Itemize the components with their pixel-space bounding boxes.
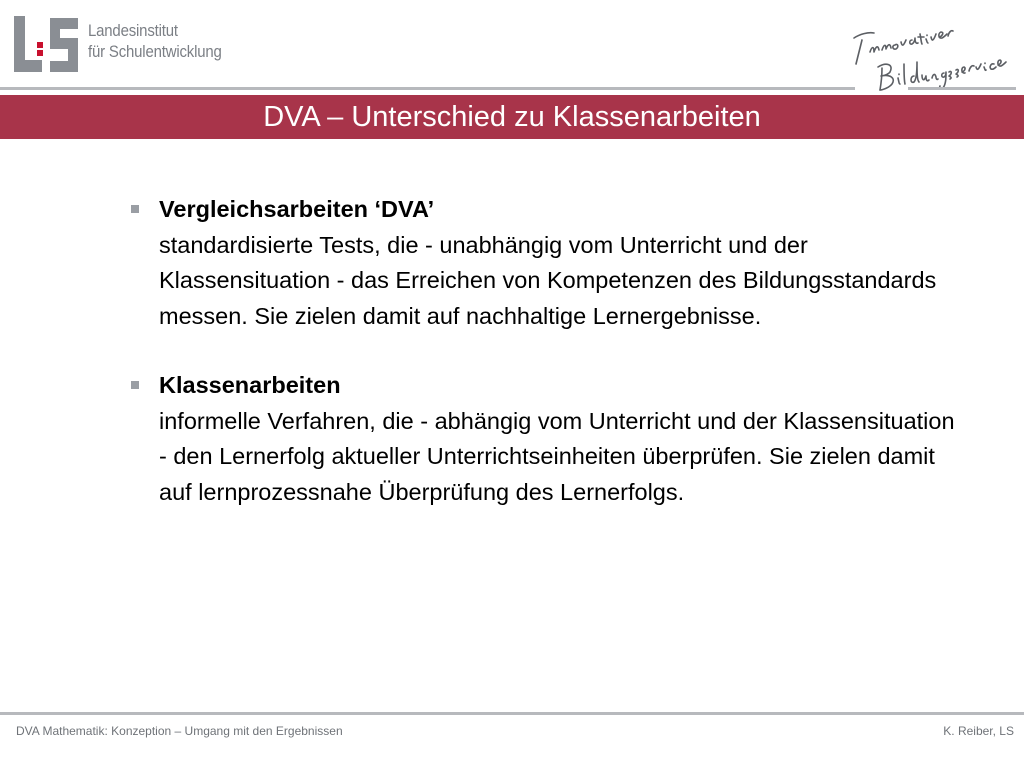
footer-left-text: DVA Mathematik: Konzeption – Umgang mit den Ergebnissen	[16, 724, 343, 738]
header-divider-right	[908, 87, 1016, 90]
ls-logo	[12, 14, 242, 76]
square-bullet-icon	[131, 381, 139, 389]
square-bullet-icon	[131, 205, 139, 213]
bullet-item	[128, 192, 968, 334]
logo-wordmark	[88, 20, 222, 62]
ls-logo-mark	[12, 14, 82, 76]
footer-divider	[0, 712, 1024, 715]
bullet-heading: Vergleichsarbeiten ‘DVA’	[159, 196, 435, 222]
slide-content	[128, 192, 968, 544]
bullet-item	[128, 368, 968, 510]
footer-right-text: K. Reiber, LS	[943, 724, 1014, 738]
logo-line2: für Schulentwicklung	[88, 42, 222, 61]
title-bar	[0, 95, 1024, 139]
header-divider	[0, 87, 855, 90]
logo-line1: Landesinstitut	[88, 21, 178, 40]
handwritten-signature	[848, 12, 1020, 92]
bullet-text: informelle Verfahren, die - abhängig vom Unterricht und der Klassensituation - den Lernerfolg aktueller Unterrichtseinheiten überprüfen. Sie zielen damit auf lernprozessnahe Überprüfung des Lernerfolgs.	[159, 407, 955, 505]
bullet-heading: Klassenarbeiten	[159, 372, 341, 398]
slide-title: DVA – Unterschied zu Klassenarbeiten	[263, 101, 761, 133]
bullet-text: standardisierte Tests, die - unabhängig vom Unterricht und der Klassensituation - das Erreichen von Kompetenzen des Bildungsstandards messen. Sie zielen damit auf nachhaltige Lernergebnisse.	[159, 231, 937, 329]
